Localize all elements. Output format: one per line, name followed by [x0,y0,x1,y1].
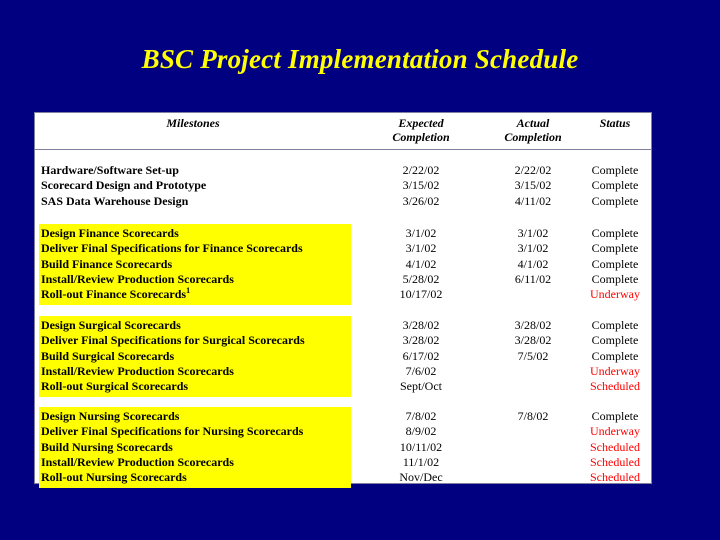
status-value: Complete [591,178,639,193]
milestone-name [41,318,181,333]
schedule-table [34,112,652,484]
expected-completion: 10/11/02 [399,439,443,454]
expected-completion: 5/28/02 [402,271,440,286]
expected-completion: 3/1/02 [405,241,437,256]
actual-completion: 4/1/02 [517,256,549,271]
milestone-text: Design Finance Scorecards [41,226,179,240]
milestone-text: Roll-out Finance Scorecards [41,287,187,302]
table-row [39,194,651,209]
expected-completion: 2/22/02 [402,163,440,177]
milestone-text: Build Nursing Scorecards [41,439,173,454]
table-row [39,178,651,193]
milestone-text: SAS Data Warehouse Design [41,193,189,208]
expected-completion: 6/17/02 [402,348,440,363]
milestone-text: Build Finance Scorecards [41,256,173,271]
header-expected-completion [383,116,459,144]
status-value: Complete [591,163,639,177]
milestone-name [41,333,305,348]
milestone-text: Install/Review Production Scorecards [41,271,234,286]
status-value: Underway [590,424,640,439]
milestone-name [41,241,303,256]
milestone-group [39,163,651,209]
milestone-text: Hardware/Software Set-up [41,163,179,177]
table-row [39,424,651,439]
table-row [39,226,651,241]
status-value: Underway [590,287,640,302]
footnote-marker: 1 [186,286,191,296]
table-row [39,349,651,364]
milestone-name [41,349,174,364]
milestone-text: Design Nursing Scorecards [41,409,180,423]
table-header [35,113,651,150]
expected-completion: 3/28/02 [402,318,440,332]
actual-completion: 3/1/02 [517,241,549,256]
expected-completion: 3/1/02 [405,226,437,240]
table-row [39,409,651,424]
table-row [39,318,651,333]
table-row [39,379,651,394]
milestone-text: Install/Review Production Scorecards [41,454,234,469]
table-row [39,470,651,485]
header-milestones: Milestones [166,116,220,130]
status-value: Scheduled [590,379,640,394]
milestone-text: Roll-out Surgical Scorecards [41,379,189,394]
status-value: Complete [591,409,639,423]
status-value: Complete [591,256,639,271]
milestone-name [41,440,173,455]
table-row [39,272,651,287]
milestone-name [41,455,234,470]
table-row [39,257,651,272]
status-value: Scheduled [590,439,640,454]
header-expected-line2: Completion [392,130,450,144]
actual-completion: 4/11/02 [514,193,552,208]
status-value: Complete [591,193,639,208]
milestone-name [41,470,187,485]
milestone-text: Deliver Final Specifications for Nursing Scorecards [41,424,304,439]
actual-completion: 6/11/02 [514,271,552,286]
milestone-text: Design Surgical Scorecards [41,318,181,332]
status-value: Complete [591,226,639,240]
table-row [39,241,651,256]
milestone-group [39,226,651,302]
status-value: Scheduled [590,454,640,469]
milestone-group [39,409,651,485]
milestone-name [41,379,188,394]
page-title: BSC Project Implementation Schedule [141,44,579,74]
header-actual-line2: Completion [504,130,562,144]
actual-completion: 7/5/02 [517,348,549,363]
expected-completion: 3/28/02 [402,333,440,348]
expected-completion: 3/15/02 [402,178,440,193]
actual-completion: 2/22/02 [514,163,552,177]
milestone-text: Scorecard Design and Prototype [41,178,207,193]
expected-completion: 11/1/02 [402,454,440,469]
header-expected-line1: Expected [398,116,444,130]
milestone-text: Roll-out Nursing Scorecards [41,470,187,485]
milestone-text: Install/Review Production Scorecards [41,363,234,378]
table-row [39,440,651,455]
actual-completion: 3/28/02 [514,333,552,348]
milestone-name [41,409,179,424]
milestone-name [41,287,190,302]
expected-completion: 8/9/02 [405,424,437,439]
milestone-name [41,257,172,272]
milestone-text: Deliver Final Specifications for Finance Scorecards [41,241,303,256]
expected-completion: 7/8/02 [405,409,437,423]
expected-completion: 3/26/02 [402,193,440,208]
milestone-text: Build Surgical Scorecards [41,348,175,363]
status-value: Complete [591,241,639,256]
table-row [39,333,651,348]
actual-completion: 3/15/02 [514,178,552,193]
milestone-name [41,178,206,193]
status-value: Complete [591,333,639,348]
status-value: Underway [590,363,640,378]
milestone-name [41,194,188,209]
expected-completion: Nov/Dec [399,470,443,485]
table-row [39,287,651,302]
status-value: Scheduled [590,470,640,485]
header-actual-completion [497,116,569,144]
milestone-name [41,272,234,287]
status-value: Complete [591,318,639,332]
expected-completion: 7/6/02 [405,363,437,378]
status-value: Complete [591,271,639,286]
actual-completion: 7/8/02 [517,409,549,423]
actual-completion: 3/1/02 [517,226,549,240]
milestone-name [41,226,179,241]
expected-completion: 4/1/02 [405,256,437,271]
milestone-name [41,424,303,439]
table-row [39,364,651,379]
table-row [39,455,651,470]
expected-completion: 10/17/02 [399,287,443,302]
table-row [39,163,651,178]
status-value: Complete [591,348,639,363]
milestone-name [41,364,234,379]
header-status: Status [599,116,631,130]
header-actual-line1: Actual [516,116,550,130]
expected-completion: Sept/Oct [400,379,442,394]
milestone-name [41,163,179,178]
actual-completion: 3/28/02 [514,318,552,332]
milestone-group [39,318,651,394]
milestone-text: Deliver Final Specifications for Surgical Scorecards [41,333,305,348]
